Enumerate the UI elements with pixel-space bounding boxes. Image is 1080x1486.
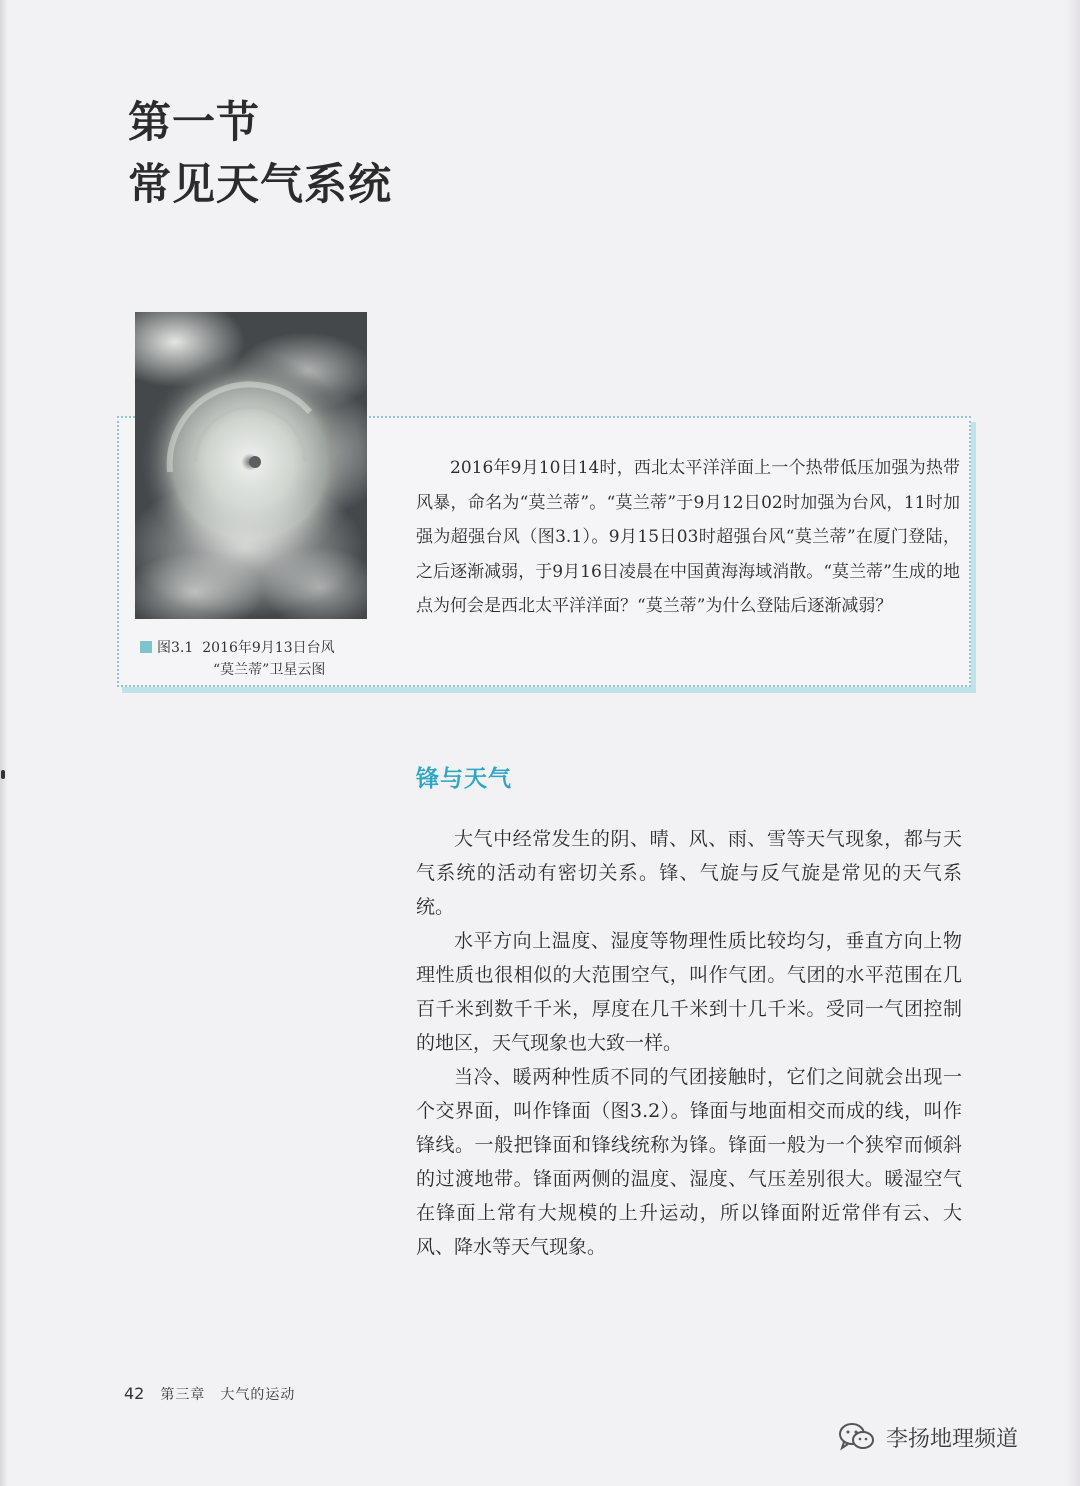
typhoon-satellite-graphic: [135, 312, 367, 619]
intro-paragraph: 2016年9月10日14时，西北太平洋洋面上一个热带低压加强为热带风暴，命名为“莫兰蒂”。“莫兰蒂”于9月12日02时加强为台风，11时加强为超强台风（图3.1）。9月15日03时超强台风“莫兰蒂”在厦门登陆，之后逐渐减弱，于9月16日凌晨在中国黄海海域消散。“莫兰蒂”生成的地点为何会是西北太平洋洋面？“莫兰蒂”为什么登陆后逐渐减弱？: [416, 458, 960, 616]
section-name: 常见天气系统: [128, 160, 392, 210]
wechat-icon: [838, 1421, 876, 1453]
caption-line-1: [140, 637, 380, 659]
body-text: [416, 822, 962, 1264]
watermark-text: 李扬地理频道: [886, 1426, 1019, 1452]
page-number: 42: [124, 1384, 145, 1403]
page-edge-left: [0, 0, 8, 1486]
section-number: 第一节: [128, 98, 260, 148]
body-paragraph: 水平方向上温度、湿度等物理性质比较均匀，垂直方向上物理性质也很相似的大范围空气，叫作气团。气团的水平范围在几百千米到数千千米，厚度在几千米到十几千米。受同一气团控制的地区，天气现象也大致一样。: [416, 930, 962, 1054]
figure-caption: [140, 637, 380, 681]
page-edge-right: [1066, 0, 1080, 1486]
page-footer: [124, 1384, 295, 1404]
caption-text-1: 2016年9月13日台风: [202, 640, 335, 656]
subsection-heading: 锋与天气: [416, 766, 512, 792]
body-paragraph: 大气中经常发生的阴、晴、风、雨、雪等天气现象，都与天气系统的活动有密切关系。锋、气旋与反气旋是常见的天气系统。: [416, 828, 962, 918]
caption-text-2: “莫兰蒂”卫星云图: [213, 662, 326, 678]
chapter-label: 第三章 大气的运动: [160, 1387, 296, 1403]
figure-number: 图3.1: [157, 640, 194, 656]
caption-marker-icon: [140, 641, 152, 653]
watermark: [838, 1421, 1018, 1453]
satellite-cloud-image: [135, 312, 367, 619]
section-title: [128, 92, 392, 216]
scan-mark: [1, 770, 5, 779]
body-paragraph: 当冷、暖两种性质不同的气团接触时，它们之间就会出现一个交界面，叫作锋面（图3.2）。锋面与地面相交而成的线，叫作锋线。一般把锋面和锋线统称为锋。锋面一般为一个狭窄而倾斜的过渡地带。锋面两侧的温度、湿度、气压差别很大。暖湿空气在锋面上常有大规模的上升运动，所以锋面附近常伴有云、大风、降水等天气现象。: [416, 1066, 962, 1258]
